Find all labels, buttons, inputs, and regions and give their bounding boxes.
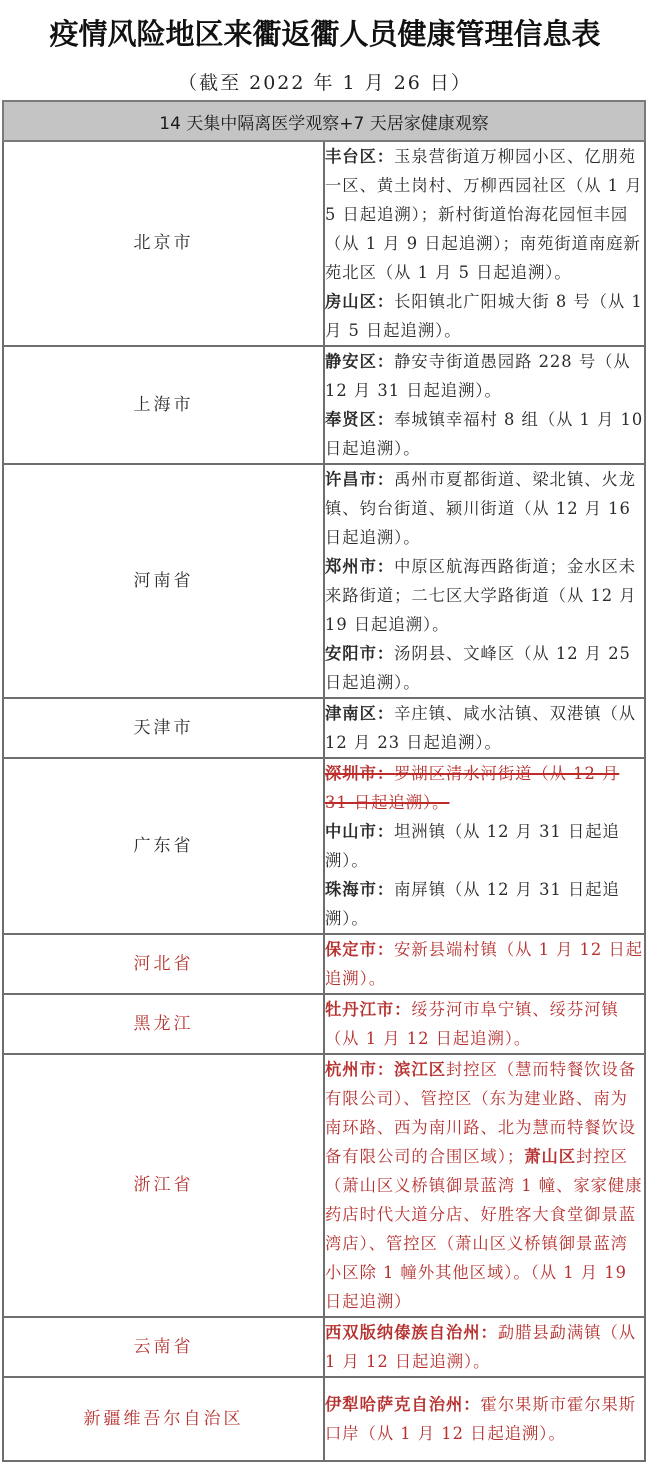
entry-text: 汤阴县、文峰区（从 12 月 25 日起追溯）。 <box>325 644 631 692</box>
entry-text: 安新县端村镇（从 1 月 12 日起追溯）。 <box>325 940 644 988</box>
entry-struck-out <box>325 759 644 817</box>
city-label: 许昌市： <box>325 470 395 489</box>
detail-cell <box>324 758 645 934</box>
city-label: 杭州市： <box>325 1060 395 1079</box>
table-header-cell: 14 天集中隔离医学观察+7 天居家健康观察 <box>3 101 645 141</box>
entry <box>325 1318 644 1376</box>
entry-text: 长阳镇北广阳城大街 8 号（从 1 月 5 日起追溯）。 <box>325 292 643 340</box>
detail-cell <box>324 464 645 698</box>
table-row-shanghai <box>3 346 645 464</box>
detail-cell <box>324 346 645 464</box>
entry <box>325 699 644 757</box>
entry-text: 辛庄镇、咸水沽镇、双港镇（从 12 月 23 日起追溯）。 <box>325 704 637 752</box>
prefecture-label: 西双版纳傣族自治州： <box>325 1323 498 1342</box>
table-row-yunnan <box>3 1317 645 1377</box>
prefecture-label: 伊犁哈萨克自治州： <box>325 1395 481 1414</box>
entry-text: 奉城镇幸福村 8 组（从 1 月 10 日起追溯）。 <box>325 410 644 458</box>
province-cell: 河北省 <box>3 934 324 994</box>
detail-cell <box>324 1054 645 1317</box>
city-label: 牡丹江市： <box>325 1000 412 1019</box>
document-subtitle-date: （截至 2022 年 1 月 26 日） <box>178 72 472 94</box>
entry-text: 勐腊县勐满镇（从 1 月 12 日起追溯）。 <box>325 1323 637 1371</box>
entry-text: 封控区（萧山区义桥镇御景蓝湾 1 幢、家家健康药店时代大道分店、好胜客大食堂御景蓝湾店）、管控区（萧山区义桥镇御景蓝湾小区除 1 幢外其他区域）。（从 1 月 19 日起追溯） <box>325 1147 643 1311</box>
table-row-heilongjiang <box>3 994 645 1054</box>
district-label: 静安区： <box>325 352 395 371</box>
entry <box>325 552 644 639</box>
province-cell: 天津市 <box>3 698 324 758</box>
table-row-hebei <box>3 934 645 994</box>
city-label: 安阳市： <box>325 644 395 663</box>
entry <box>325 1390 644 1448</box>
entry <box>325 875 644 933</box>
city-label: 郑州市： <box>325 557 395 576</box>
document-title: 疫情风险地区来衢返衢人员健康管理信息表 <box>49 17 601 51</box>
district-label: 萧山区 <box>524 1147 577 1166</box>
entry-text: 罗湖区清水河街道（从 12 月 31 日起追溯）。 <box>325 764 620 812</box>
province-cell: 上海市 <box>3 346 324 464</box>
entry <box>325 142 644 287</box>
city-label: 保定市： <box>325 940 395 959</box>
detail-cell <box>324 934 645 994</box>
entry <box>325 465 644 552</box>
detail-cell <box>324 994 645 1054</box>
table-header-row <box>3 101 645 141</box>
table-row-beijing <box>3 141 645 346</box>
detail-cell <box>324 1317 645 1377</box>
entry <box>325 935 644 993</box>
entry <box>325 995 644 1053</box>
entry <box>325 817 644 875</box>
city-label: 中山市： <box>325 822 395 841</box>
district-label: 津南区： <box>325 704 395 723</box>
entry <box>325 1055 644 1316</box>
entry-text: 坦洲镇（从 12 月 31 日起追溯）。 <box>325 822 620 870</box>
table-row-tianjin <box>3 698 645 758</box>
province-cell: 北京市 <box>3 141 324 346</box>
province-cell: 云南省 <box>3 1317 324 1377</box>
entry-text: 封控区（慧而特餐饮设备有限公司）、管控区（东为建业路、南为南环路、西为南川路、北为慧而特餐饮设备有限公司的合围区域）； <box>325 1060 637 1166</box>
city-label: 深圳市： <box>325 764 395 783</box>
entry <box>325 405 644 463</box>
province-cell: 浙江省 <box>3 1054 324 1317</box>
city-label: 珠海市： <box>325 880 395 899</box>
district-label: 房山区： <box>325 292 395 311</box>
province-cell: 新疆维吾尔自治区 <box>3 1377 324 1461</box>
entry-text: 玉泉营街道万柳园小区、亿朋苑一区、黄土岗村、万柳西园社区（从 1 月 5 日起追溯）；新村街道怡海花园恒丰园（从 1 月 9 日起追溯）；南苑街道南庭新苑北区（从 1 月 5 日起追溯）。 <box>325 147 643 282</box>
table-row-henan <box>3 464 645 698</box>
province-cell: 黑龙江 <box>3 994 324 1054</box>
province-cell: 河南省 <box>3 464 324 698</box>
entry-text: 静安寺街道愚园路 228 号（从 12 月 31 日起追溯）。 <box>325 352 631 400</box>
entry-text: 禹州市夏都街道、梁北镇、火龙镇、钧台街道、颍川街道（从 12 月 16 日起追溯）。 <box>325 470 637 547</box>
table-row-zhejiang <box>3 1054 645 1317</box>
table-row-xinjiang <box>3 1377 645 1461</box>
detail-cell <box>324 698 645 758</box>
entry <box>325 347 644 405</box>
table-row-guangdong <box>3 758 645 934</box>
district-label: 奉贤区： <box>325 410 395 429</box>
entry <box>325 287 644 345</box>
entry-text: 南屏镇（从 12 月 31 日起追溯）。 <box>325 880 620 928</box>
district-label: 滨江区 <box>394 1060 446 1079</box>
risk-area-table <box>2 100 646 1462</box>
district-label: 丰台区： <box>325 147 395 166</box>
entry-text: 绥芬河市阜宁镇、绥芬河镇（从 1 月 12 日起追溯）。 <box>325 1000 619 1048</box>
detail-cell <box>324 1377 645 1461</box>
province-cell: 广东省 <box>3 758 324 934</box>
entry-text: 中原区航海西路街道；金水区未来路街道；二七区大学路街道（从 12 月 19 日起追溯）。 <box>325 557 637 634</box>
entry <box>325 639 644 697</box>
detail-cell <box>324 141 645 346</box>
entry-text: 霍尔果斯市霍尔果斯口岸（从 1 月 12 日起追溯）。 <box>325 1395 637 1443</box>
